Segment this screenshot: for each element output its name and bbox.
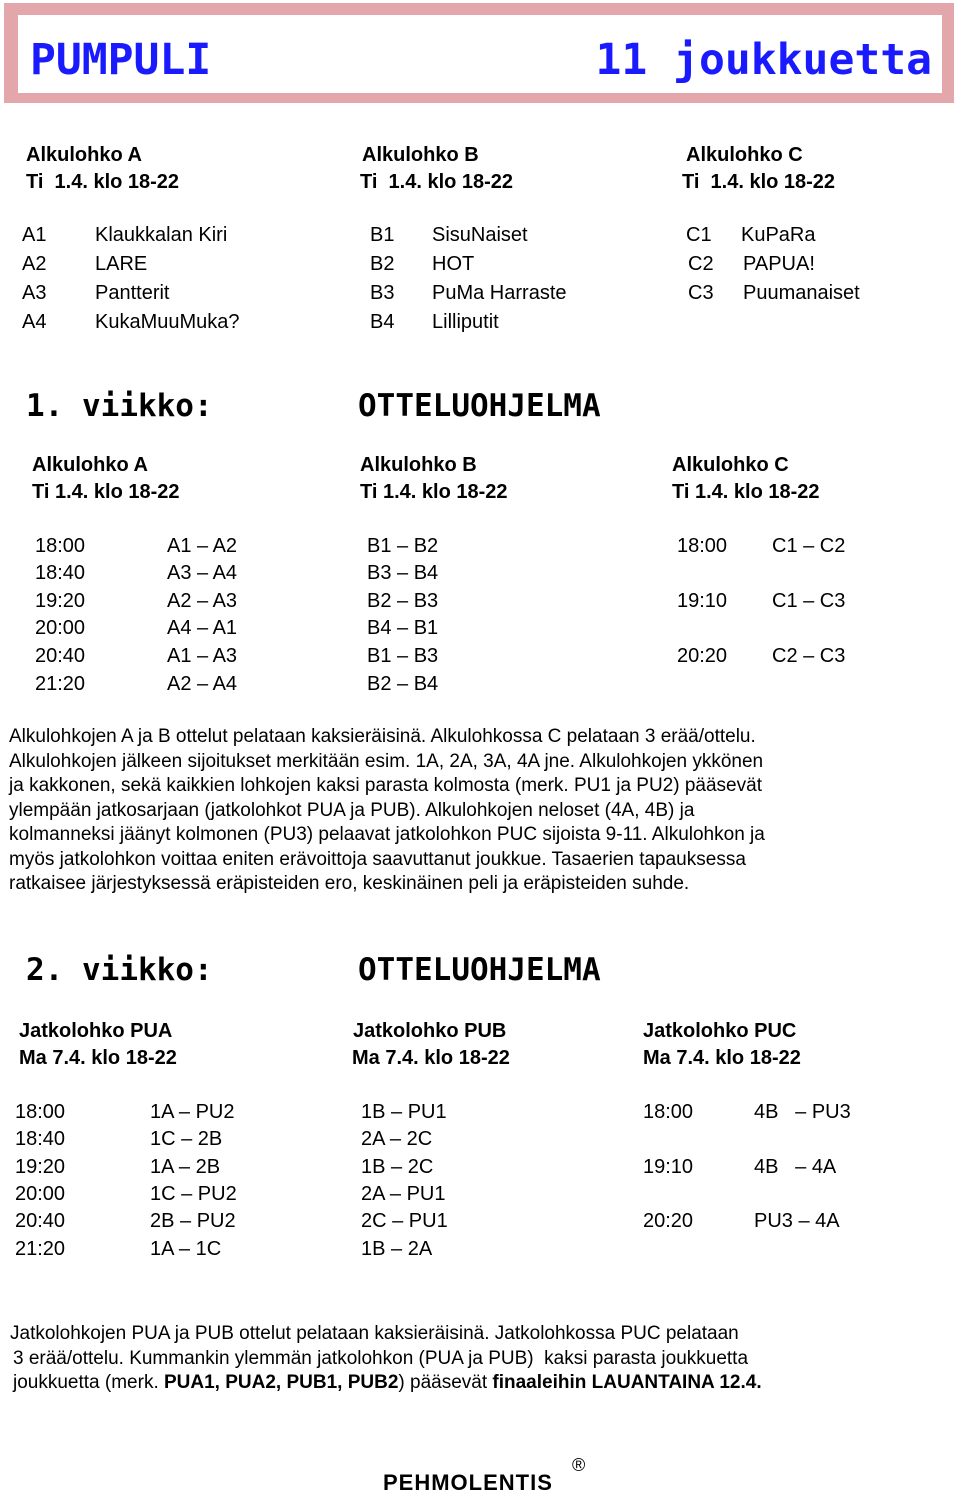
team-code: B3 [370, 282, 395, 304]
team-code: B2 [370, 253, 395, 275]
team-code: A4 [22, 311, 47, 333]
match-pair: B4 – B1 [367, 617, 439, 639]
rules-line: ylempään jatkosarjaan (jatkolohkot PUA ja PUB). Alkulohkojen neloset (4A, 4B) ja [9, 799, 695, 821]
match-time: 19:10 [677, 590, 728, 612]
week2-col-date-pua: Ma 7.4. klo 18-22 [19, 1047, 177, 1069]
match-time: 18:40 [35, 562, 86, 584]
match-pair: B1 – B3 [367, 645, 439, 667]
match-pair: A4 – A1 [167, 617, 238, 639]
finals-text: ) pääsevät [398, 1372, 493, 1393]
match-pair: C1 – C3 [772, 590, 846, 612]
match-pair: C2 – C3 [772, 645, 846, 667]
match-pair: C1 – C2 [772, 535, 846, 557]
match-pair: 1B – PU1 [361, 1101, 447, 1123]
rules-line: Alkulohkojen A ja B ottelut pelataan kaksieräisinä. Alkulohkossa C pelataan 3 erää/ottelu. [9, 726, 756, 747]
match-time: 20:00 [35, 617, 86, 639]
week2-col-title-puc: Jatkolohko PUC [643, 1020, 797, 1042]
match-pair: B2 – B3 [367, 590, 439, 612]
team-name: Pantterit [95, 282, 170, 304]
match-pair: 2A – PU1 [361, 1183, 446, 1205]
match-pair: PU3 – 4A [754, 1210, 840, 1232]
week1-col-date-a: Ti 1.4. klo 18-22 [32, 481, 180, 503]
team-code: C1 [686, 224, 712, 246]
match-pair: B1 – B2 [367, 535, 439, 557]
match-pair: A2 – A4 [167, 673, 238, 695]
week1-col-title-a: Alkulohko A [32, 454, 148, 476]
match-time: 20:20 [643, 1210, 694, 1232]
match-time: 18:40 [15, 1128, 66, 1150]
registered-mark: ® [572, 1455, 586, 1475]
week1-col-title-c: Alkulohko C [672, 454, 789, 476]
match-pair: A2 – A3 [167, 590, 238, 612]
team-count-title: 11 joukkuetta [595, 35, 932, 85]
match-pair: 1B – 2C [361, 1156, 434, 1178]
match-pair: 4B – PU3 [754, 1101, 851, 1123]
match-time: 19:20 [35, 590, 86, 612]
match-time: 18:00 [677, 535, 728, 557]
group-b-date: Ti 1.4. klo 18-22 [360, 171, 514, 193]
week2-col-title-pua: Jatkolohko PUA [19, 1020, 173, 1042]
match-pair: 4B – 4A [754, 1156, 837, 1178]
week1-col-title-b: Alkulohko B [360, 454, 477, 476]
team-name: PAPUA! [743, 253, 815, 275]
match-time: 20:40 [35, 645, 86, 667]
team-code: C3 [688, 282, 714, 304]
finals-paragraph [10, 1322, 762, 1396]
match-pair: 1B – 2A [361, 1238, 433, 1260]
match-time: 20:40 [15, 1210, 66, 1232]
match-pair: A3 – A4 [167, 562, 238, 584]
rules-line: ratkaisee järjestyksessä eräpisteiden ero, keskinäinen peli ja eräpisteiden suhde. [9, 873, 690, 894]
rules-line: kolmanneksi jäänyt kolmonen (PU3) pelaavat jatkolohkon PUC sijoista 9-11. Alkulohkon ja [9, 824, 765, 845]
team-name: Puumanaiset [743, 282, 860, 304]
team-code: B4 [370, 311, 395, 333]
week1-col-date-b: Ti 1.4. klo 18-22 [360, 481, 508, 503]
brand-name: PEHMOLENTIS [383, 1470, 553, 1495]
team-name: KuPaRa [741, 224, 816, 246]
match-time: 20:00 [15, 1183, 66, 1205]
team-name: SisuNaiset [432, 224, 528, 246]
match-time: 20:20 [677, 645, 728, 667]
week2-label: 2. viikko: [26, 952, 213, 988]
group-b-title: Alkulohko B [362, 144, 479, 166]
team-name: Lilliputit [432, 311, 499, 333]
finals-line: 3 erää/ottelu. Kummankin ylemmän jatkolohkon (PUA ja PUB) kaksi parasta joukkuetta [13, 1347, 749, 1369]
team-code: A2 [22, 253, 47, 275]
finals-qualifiers: PUA1, PUA2, PUB1, PUB2 [164, 1372, 399, 1393]
match-pair: A1 – A3 [167, 645, 238, 667]
rules-paragraph [9, 725, 765, 897]
match-pair: 1A – 1C [150, 1238, 222, 1260]
team-code: A1 [22, 224, 47, 246]
rules-line: myös jatkolohkon voittaa eniten erävoittoja saavuttanut joukkue. Tasaerien tapauksessa [9, 848, 746, 870]
team-code: C2 [688, 253, 714, 275]
match-pair: 1A – PU2 [150, 1101, 235, 1123]
match-time: 21:20 [35, 673, 86, 695]
week2-col-title-pub: Jatkolohko PUB [353, 1020, 507, 1042]
match-pair: 2B – PU2 [150, 1210, 236, 1232]
group-c-title: Alkulohko C [686, 144, 803, 166]
match-pair: 1C – PU2 [150, 1183, 237, 1205]
finals-line: Jatkolohkojen PUA ja PUB ottelut pelataan kaksieräisinä. Jatkolohkossa PUC pelataan [10, 1323, 739, 1344]
event-title: PUMPULI [30, 35, 212, 85]
match-time: 19:20 [15, 1156, 66, 1178]
group-a-title: Alkulohko A [26, 144, 142, 166]
team-code: A3 [22, 282, 47, 304]
team-name: HOT [432, 253, 475, 275]
team-code: B1 [370, 224, 395, 246]
week1-heading: OTTELUOHJELMA [358, 388, 601, 424]
match-pair: 2A – 2C [361, 1128, 433, 1150]
match-time: 18:00 [643, 1101, 694, 1123]
team-name: Klaukkalan Kiri [95, 224, 228, 246]
match-time: 18:00 [35, 535, 86, 557]
title-banner [4, 3, 954, 103]
finals-line [10, 1371, 762, 1396]
match-pair: 2C – PU1 [361, 1210, 448, 1232]
match-pair: 1C – 2B [150, 1128, 223, 1150]
team-name: LARE [95, 253, 148, 275]
rules-line: Alkulohkojen jälkeen sijoitukset merkitään esim. 1A, 2A, 3A, 4A jne. Alkulohkojen ykkönen [9, 750, 764, 772]
finals-date: finaaleihin LAUANTAINA 12.4. [492, 1372, 762, 1393]
team-name: KukaMuuMuka? [95, 311, 240, 333]
match-pair: A1 – A2 [167, 535, 238, 557]
finals-text: joukkuetta (merk. [13, 1372, 164, 1393]
week2-col-date-puc: Ma 7.4. klo 18-22 [643, 1047, 801, 1069]
week2-col-date-pub: Ma 7.4. klo 18-22 [352, 1047, 510, 1069]
title-banner-inner [18, 15, 942, 93]
team-name: PuMa Harraste [432, 282, 567, 304]
rules-line: ja kakkonen, sekä kaikkien lohkojen kaksi parasta kolmosta (merk. PU1 ja PU2) pääsevät [9, 775, 762, 796]
week1-col-date-c: Ti 1.4. klo 18-22 [672, 481, 820, 503]
group-a-date: Ti 1.4. klo 18-22 [26, 171, 180, 193]
match-pair: 1A – 2B [150, 1156, 221, 1178]
group-c-date: Ti 1.4. klo 18-22 [682, 171, 836, 193]
week1-label: 1. viikko: [26, 388, 213, 424]
match-time: 18:00 [15, 1101, 66, 1123]
match-time: 19:10 [643, 1156, 694, 1178]
match-pair: B3 – B4 [367, 562, 439, 584]
week2-heading: OTTELUOHJELMA [358, 952, 601, 988]
match-pair: B2 – B4 [367, 673, 439, 695]
match-time: 21:20 [15, 1238, 66, 1260]
